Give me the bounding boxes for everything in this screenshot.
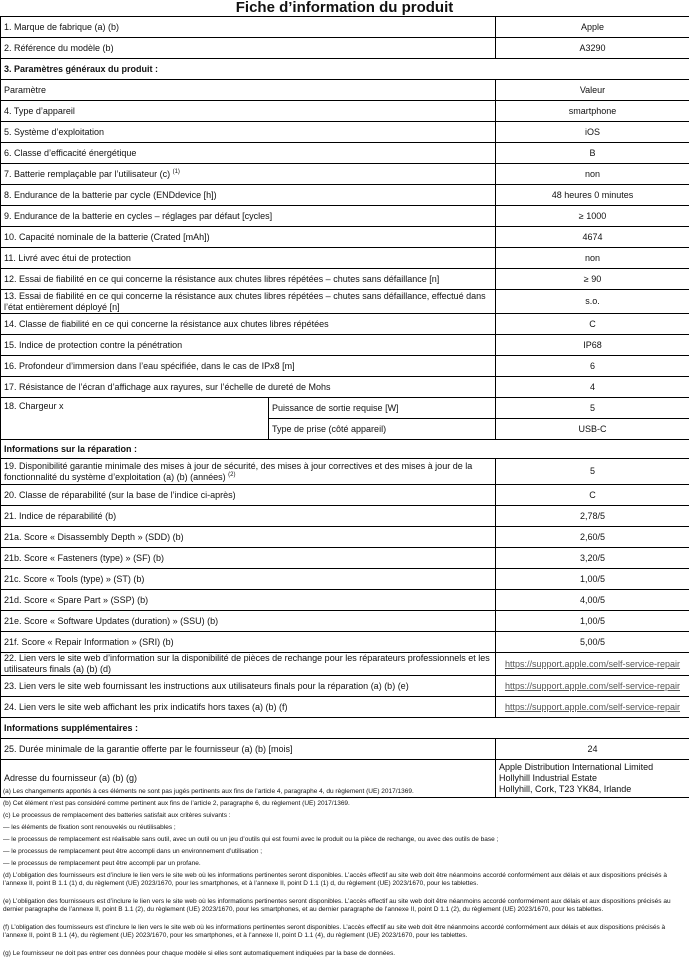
- param-header-value: Valeur: [496, 80, 689, 101]
- footnote: (b) Cet élément n’est pas considéré comme pertinent aux fins de l’article 2, paragraphe 6, du règlement (UE) 2017/1369.: [3, 800, 350, 807]
- row-label: 2. Référence du modèle (b): [1, 38, 496, 59]
- section-header-repair: Informations sur la réparation :: [1, 440, 689, 459]
- row-label: 14. Classe de fiabilité en ce qui concerne la résistance aux chutes libres répétées: [1, 314, 496, 335]
- repair-instructions-link[interactable]: https://support.apple.com/self-service-repair: [496, 676, 689, 697]
- table-row: [1, 506, 689, 527]
- product-table: [0, 16, 689, 798]
- sheet-title: Fiche d’information du produit: [235, 0, 454, 16]
- row-label: 21. Indice de réparabilité (b): [1, 506, 496, 527]
- footnote-ref: (2): [228, 471, 236, 478]
- row-label: 5. Système d’exploitation: [1, 122, 496, 143]
- row-label: 21e. Score « Software Updates (duration) » (SSU) (b): [1, 611, 496, 632]
- row-label: 21f. Score « Repair Information » (SRI) (b): [1, 632, 496, 653]
- table-row: [1, 485, 689, 506]
- row-label: Adresse du fournisseur (a) (b) (g): [1, 760, 496, 798]
- footnote: (a) Les changements apportés à ces éléments ne sont pas jugés pertinents aux fins de l’article 4, paragraphe 4, du règlement (UE) 2017/1369.: [3, 788, 414, 795]
- footnote: — le processus de remplacement peut être accompli dans un environnement d’utilisation ;: [3, 848, 263, 855]
- table-row: [1, 611, 689, 632]
- row-value: 2,60/5: [496, 527, 689, 548]
- footnote: — le processus de remplacement est réalisable sans outil, avec un outil ou un jeu d’outils qui est fourni avec le produit ou la pièce de rechange, ou avec des outils de base ;: [3, 836, 499, 843]
- row-value: 4: [496, 377, 689, 398]
- table-row: [1, 164, 689, 185]
- row-label-cell: [1, 164, 496, 185]
- footnote: — le processus de remplacement peut être accompli par un profane.: [3, 860, 201, 867]
- address-line: Hollyhill Industrial Estate: [499, 773, 598, 783]
- row-value: C: [496, 314, 689, 335]
- table-row: [1, 80, 689, 101]
- row-value: 24: [496, 739, 689, 760]
- footnote-ref: (1): [172, 168, 180, 175]
- row-value: Apple: [496, 17, 689, 38]
- row-value: 1,00/5: [496, 611, 689, 632]
- table-row: [1, 527, 689, 548]
- row-label: 15. Indice de protection contre la pénétration: [1, 335, 496, 356]
- row-label: 9. Endurance de la batterie en cycles – réglages par défaut [cycles]: [1, 206, 496, 227]
- row-label: 6. Classe d’efficacité énergétique: [1, 143, 496, 164]
- row-label: 16. Profondeur d’immersion dans l’eau spécifiée, dans le cas de IPx8 [m]: [1, 356, 496, 377]
- table-row: [1, 398, 689, 419]
- table-row: [1, 101, 689, 122]
- row-value: 5: [496, 459, 689, 485]
- charger-param-label: Puissance de sortie requise [W]: [269, 398, 496, 419]
- row-value: ≥ 1000: [496, 206, 689, 227]
- row-label: 24. Lien vers le site web affichant les prix indicatifs hors taxes (a) (b) (f): [1, 697, 496, 718]
- section-header-extra: Informations supplémentaires :: [1, 718, 689, 739]
- table-row: [1, 314, 689, 335]
- row-value: 6: [496, 356, 689, 377]
- section-header-row: [1, 59, 689, 80]
- table-row: [1, 653, 689, 676]
- charger-param-value: 5: [496, 398, 689, 419]
- charger-label: 18. Chargeur x: [1, 398, 269, 440]
- row-value: 3,20/5: [496, 548, 689, 569]
- row-label: 22. Lien vers le site web d’information sur la disponibilité de pièces de rechange pour les réparateurs professionnels et les utilisateurs finals (a) (b) (d): [1, 653, 496, 676]
- row-label: 20. Classe de réparabilité (sur la base de l’indice ci-après): [1, 485, 496, 506]
- table-row: [1, 459, 689, 485]
- section-header-row: [1, 718, 689, 739]
- section-header-general: 3. Paramètres généraux du produit :: [1, 59, 689, 80]
- row-label: 23. Lien vers le site web fournissant les instructions aux utilisateurs finals pour la réparation (a) (b) (e): [1, 676, 496, 697]
- row-value: non: [496, 164, 689, 185]
- footnote: (c) Le processus de remplacement des batteries satisfait aux critères suivants :: [3, 812, 231, 819]
- table-row: [1, 17, 689, 38]
- row-label: 8. Endurance de la batterie par cycle (ENDdevice [h]): [1, 185, 496, 206]
- table-row: [1, 206, 689, 227]
- footnote: (e) L’obligation des fournisseurs est d’inclure le lien vers le site web où les informations pertinentes seront disponibles. L’accès effectif au site web doit être néanmoins accordé conformément aux délais et aux dispositions précisés au dernier paragraphe de l’annexe II, point B 1.1 (2), du règlement (UE) 2023/1670, pour les smartphones, et au dernier paragraphe de l’annexe II, point D 1.1 (2), du règlement (UE) 2023/1670, pour les tablettes.: [3, 898, 671, 913]
- param-header-label: Paramètre: [1, 80, 496, 101]
- table-row: [1, 122, 689, 143]
- row-label: 21b. Score « Fasteners (type) » (SF) (b): [1, 548, 496, 569]
- table-row: [1, 335, 689, 356]
- row-value: smartphone: [496, 101, 689, 122]
- table-row: [1, 676, 689, 697]
- row-label: 21a. Score « Disassembly Depth » (SDD) (b): [1, 527, 496, 548]
- table-row: [1, 697, 689, 718]
- row-label: 19. Disponibilité garantie minimale des mises à jour de sécurité, des mises à jour correctives et des mises à jour de la fonctionnalité du système d’exploitation (a) (b) (années): [4, 460, 473, 482]
- charger-param-label: Type de prise (côté appareil): [269, 419, 496, 440]
- table-row: [1, 38, 689, 59]
- table-row: [1, 290, 689, 314]
- row-value: ≥ 90: [496, 269, 689, 290]
- table-row: [1, 356, 689, 377]
- row-label: 1. Marque de fabrique (a) (b): [1, 17, 496, 38]
- indicative-prices-link[interactable]: https://support.apple.com/self-service-repair: [496, 697, 689, 718]
- row-value: IP68: [496, 335, 689, 356]
- row-value: non: [496, 248, 689, 269]
- row-label: 21c. Score « Tools (type) » (ST) (b): [1, 569, 496, 590]
- table-row: [1, 739, 689, 760]
- row-label: 17. Résistance de l’écran d’affichage aux rayures, sur l’échelle de dureté de Mohs: [1, 377, 496, 398]
- table-row: [1, 377, 689, 398]
- table-row: [1, 569, 689, 590]
- row-value: s.o.: [496, 290, 689, 314]
- row-value: 4,00/5: [496, 590, 689, 611]
- row-value: 2,78/5: [496, 506, 689, 527]
- row-value: 48 heures 0 minutes: [496, 185, 689, 206]
- spare-parts-link[interactable]: https://support.apple.com/self-service-repair: [496, 653, 689, 676]
- section-header-row: [1, 440, 689, 459]
- row-label: 7. Batterie remplaçable par l’utilisateur (c): [4, 168, 171, 179]
- table-row: [1, 248, 689, 269]
- table-row: [1, 632, 689, 653]
- footnote: (g) Le fournisseur ne doit pas entrer ces données pour chaque modèle si elles sont automatiquement indiquées par la base de données.: [3, 950, 396, 957]
- table-row: [1, 143, 689, 164]
- row-label: 12. Essai de fiabilité en ce qui concerne la résistance aux chutes libres répétées – chutes sans défaillance [n]: [1, 269, 496, 290]
- table-row: [1, 548, 689, 569]
- footnote: (f) L’obligation des fournisseurs est d’inclure le lien vers le site web où les informations pertinentes seront disponibles. L’accès effectif au site web doit être néanmoins accordé conformément aux délais et aux dispositions précisés à l’annexe II, point B 1.1 (4), du règlement (UE) 2023/1670, pour les smartphones, et à l’annexe II, point D 1.1 (4), du règlement (UE) 2023/1670, pour les tablettes.: [3, 924, 666, 939]
- address-line: Hollyhill, Cork, T23 YK84, Irlande: [499, 784, 632, 794]
- row-value: iOS: [496, 122, 689, 143]
- row-label: 25. Durée minimale de la garantie offerte par le fournisseur (a) (b) [mois]: [1, 739, 496, 760]
- table-row: [1, 269, 689, 290]
- table-row: [1, 590, 689, 611]
- row-value: 4674: [496, 227, 689, 248]
- row-value: 1,00/5: [496, 569, 689, 590]
- row-value: 5,00/5: [496, 632, 689, 653]
- row-label: 21d. Score « Spare Part » (SSP) (b): [1, 590, 496, 611]
- charger-param-value: USB-C: [496, 419, 689, 440]
- table-row: [1, 227, 689, 248]
- footnote: (d) L’obligation des fournisseurs est d’inclure le lien vers le site web où les informations pertinentes seront disponibles. L’accès effectif au site web doit être néanmoins accordé conformément aux délais et aux dispositions précisés à l’annexe II, point B 1.1 (1) d, du règlement (UE) 2023/1670, pour les smartphones, et à l’annexe II, point D 1.1 (1) d, du règlement (UE) 2023/1670, pour les tablettes.: [3, 872, 667, 887]
- row-value: A3290: [496, 38, 689, 59]
- row-value: B: [496, 143, 689, 164]
- row-value: C: [496, 485, 689, 506]
- row-label: 10. Capacité nominale de la batterie (Crated [mAh]): [1, 227, 496, 248]
- row-label: 4. Type d’appareil: [1, 101, 496, 122]
- row-label: 13. Essai de fiabilité en ce qui concerne la résistance aux chutes libres répétées – chutes sans défaillance, effectué dans l’état entièrement déployé [n]: [1, 290, 496, 314]
- footnote: — les éléments de fixation sont renouvelés ou réutilisables ;: [3, 824, 176, 831]
- address-line: Apple Distribution International Limited: [499, 762, 654, 772]
- row-label: 11. Livré avec étui de protection: [1, 248, 496, 269]
- table-row: [1, 185, 689, 206]
- row-label-cell: [1, 459, 496, 485]
